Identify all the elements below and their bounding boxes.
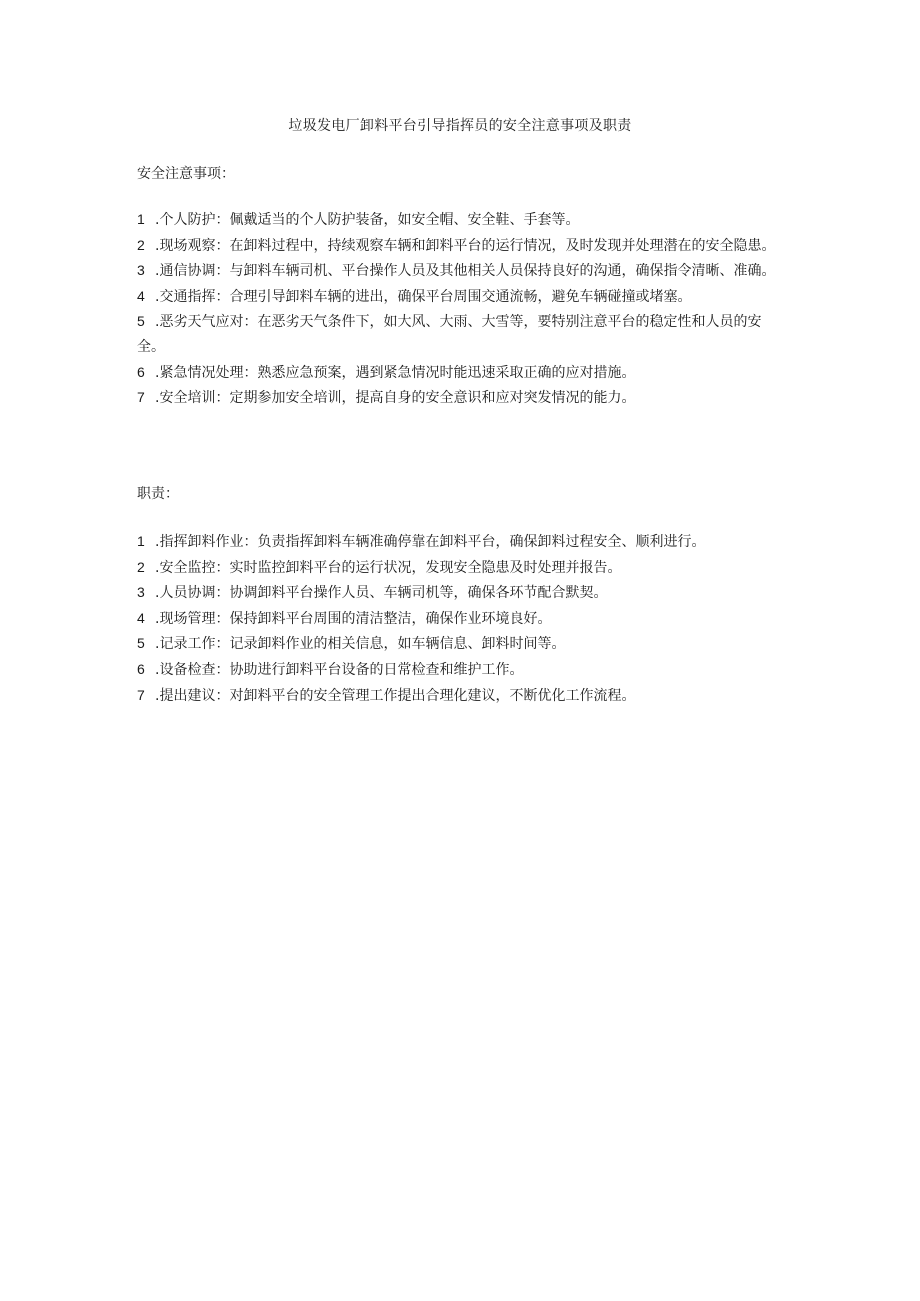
list-item (137, 207, 777, 233)
list-item (137, 385, 777, 411)
list-item (137, 657, 777, 683)
item-text: .交通指挥：合理引导卸料车辆的进出，确保平台周围交通流畅，避免车辆碰撞或堵塞。 (155, 288, 692, 305)
item-number: 7 (137, 686, 145, 703)
list-item (137, 683, 777, 709)
list-item (137, 309, 777, 359)
item-number: 2 (137, 558, 145, 575)
duties-section-heading: 职责： (137, 486, 179, 502)
item-number: 6 (137, 660, 145, 677)
item-text: .现场管理：保持卸料平台周围的清洁整洁，确保作业环境良好。 (155, 610, 552, 627)
item-text: .指挥卸料作业：负责指挥卸料车辆准确停靠在卸料平台，确保卸料过程安全、顺利进行。 (155, 534, 706, 550)
list-item (137, 233, 777, 259)
item-text: .通信协调：与卸料车辆司机、平台操作人员及其他相关人员保持良好的沟通，确保指令清晰、准确。 (155, 263, 776, 280)
item-number: 1 (137, 211, 145, 227)
item-text: .提出建议：对卸料平台的安全管理工作提出合理化建议，不断优化工作流程。 (155, 687, 636, 704)
item-number: 7 (137, 389, 145, 406)
list-item (137, 529, 777, 555)
item-number: 2 (137, 236, 145, 253)
list-item (137, 258, 777, 284)
list-item (137, 631, 777, 657)
item-number: 5 (137, 313, 145, 330)
document-title: 垃圾发电厂卸料平台引导指挥员的安全注意事项及职责 (288, 118, 632, 134)
duties-item-list (137, 529, 777, 708)
item-text: .安全培训：定期参加安全培训，提高自身的安全意识和应对突发情况的能力。 (155, 390, 636, 407)
item-text: .安全监控：实时监控卸料平台的运行状况，发现安全隐患及时处理并报告。 (155, 559, 622, 576)
item-text: .人员协调：协调卸料平台操作人员、车辆司机等，确保各环节配合默契。 (155, 585, 608, 602)
item-text: .紧急情况处理：熟悉应急预案，遇到紧急情况时能迅速采取正确的应对措施。 (155, 364, 636, 381)
item-number: 3 (137, 262, 145, 279)
item-number: 5 (137, 635, 145, 652)
list-item (137, 580, 777, 606)
list-item (137, 360, 777, 386)
safety-item-list (137, 207, 777, 411)
list-item (137, 606, 777, 632)
item-text: .现场观察：在卸料过程中，持续观察车辆和卸料平台的运行情况，及时发现并处理潜在的安全隐患。 (155, 237, 776, 254)
list-item (137, 284, 777, 310)
item-text: .个人防护：佩戴适当的个人防护装备，如安全帽、安全鞋、手套等。 (155, 212, 580, 228)
item-number: 1 (137, 533, 145, 549)
list-item (137, 555, 777, 581)
safety-section-heading: 安全注意事项： (137, 166, 235, 182)
item-text: .设备检查：协助进行卸料平台设备的日常检查和维护工作。 (155, 661, 524, 678)
item-text: .恶劣天气应对：在恶劣天气条件下，如大风、大雨、大雪等，要特别注意平台的稳定性和人员的安全。 (137, 314, 762, 355)
item-number: 4 (137, 287, 145, 304)
item-number: 3 (137, 584, 145, 601)
item-number: 4 (137, 609, 145, 626)
item-number: 6 (137, 363, 145, 380)
item-text: .记录工作：记录卸料作业的相关信息，如车辆信息、卸料时间等。 (155, 636, 566, 653)
